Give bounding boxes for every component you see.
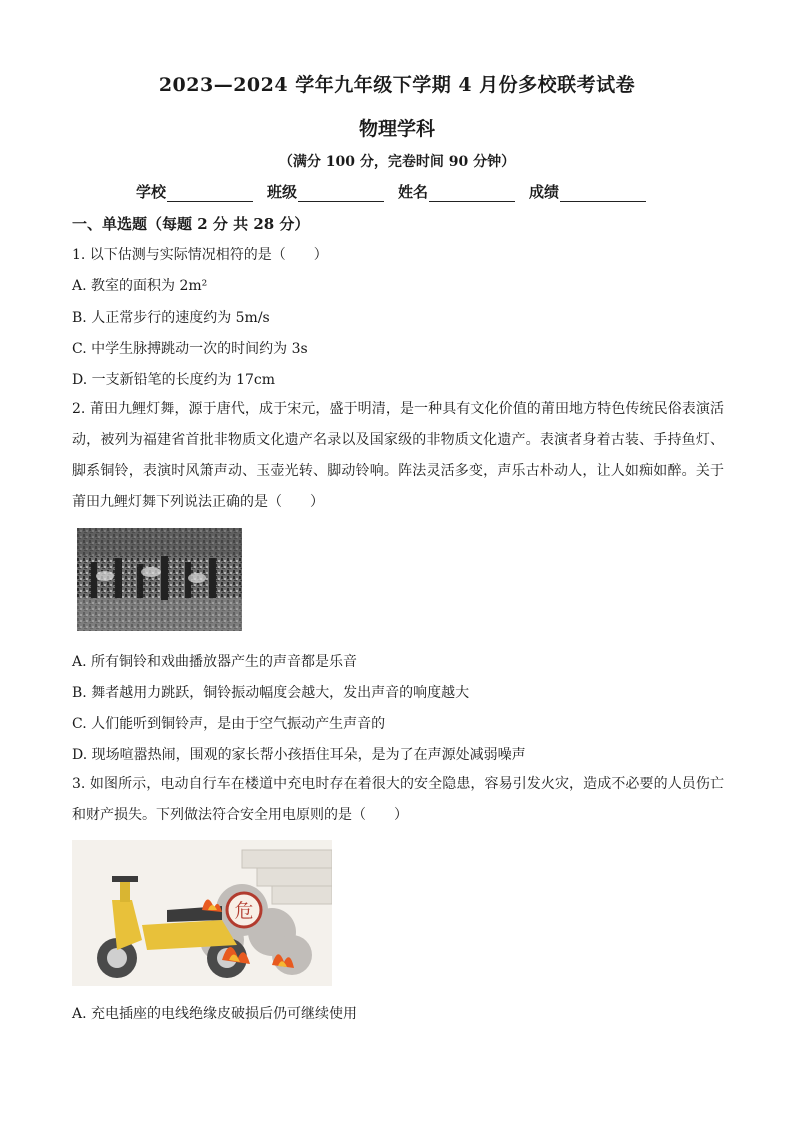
class-field: 班级 <box>267 181 384 202</box>
school-field: 学校 <box>136 181 253 202</box>
section-heading: 一、单选题（每题 2 分 共 28 分） <box>72 215 310 233</box>
q1-option-a: A. 教室的面积为 2m² <box>72 278 208 294</box>
score-blank[interactable] <box>560 185 646 202</box>
q2-option-a: A. 所有铜铃和戏曲播放器产生的声音都是乐音 <box>72 654 358 670</box>
school-blank[interactable] <box>167 185 253 202</box>
exam-note: （满分 100 分，完卷时间 90 分钟） <box>278 154 516 170</box>
class-blank[interactable] <box>298 185 384 202</box>
student-info-row <box>136 181 646 202</box>
q1-option-d: D. 一支新铅笔的长度约为 17cm <box>72 372 276 388</box>
name-blank[interactable] <box>429 185 515 202</box>
e-bike-fire-illustration <box>72 840 332 986</box>
q1-option-c: C. 中学生脉搏跳动一次的时间约为 3s <box>72 341 308 357</box>
exam-title: 2023—2024 学年九年级下学期 4 月份多校联考试卷 <box>158 74 636 96</box>
name-field: 姓名 <box>398 181 515 202</box>
q2-option-b: B. 舞者越用力跳跃，铜铃振动幅度会越大，发出声音的响度越大 <box>72 685 470 701</box>
q2-stem: 2. 莆田九鲤灯舞，源于唐代，成于宋元，盛于明清，是一种具有文化价值的莆田地方特色传统民俗表演活动，被列为福建省首批非物质文化遗产名录以及国家级的非物质文化遗产。表演者身着古装、手持鱼灯、脚系铜铃，表演时风箫声动、玉壶光转、脚动铃响。阵法灵活多变，声乐古朴动人，让人如痴如醉。关于莆田九鲤灯舞下列说法正确的是（ ） <box>72 401 724 510</box>
q3-option-a: A. 充电插座的电线绝缘皮破损后仍可继续使用 <box>72 1006 358 1022</box>
q3-stem: 3. 如图所示，电动自行车在楼道中充电时存在着很大的安全隐患，容易引发火灾，造成不必要的人员伤亡和财产损失。下列做法符合安全用电原则的是（ ） <box>72 776 724 823</box>
q2-option-c: C. 人们能听到铜铃声，是由于空气振动产生声音的 <box>72 716 386 732</box>
danger-sign-text: 危 <box>234 900 254 922</box>
score-field: 成绩 <box>529 181 646 202</box>
q1-option-b: B. 人正常步行的速度约为 5m/s <box>72 310 270 326</box>
q1-stem: 1. 以下估测与实际情况相符的是（ ） <box>72 247 328 263</box>
exam-subject: 物理学科 <box>358 118 435 140</box>
q2-option-d: D. 现场喧嚣热闹，围观的家长帮小孩捂住耳朵，是为了在声源处减弱噪声 <box>72 747 526 763</box>
dragon-lantern-dance-photo <box>77 528 242 631</box>
